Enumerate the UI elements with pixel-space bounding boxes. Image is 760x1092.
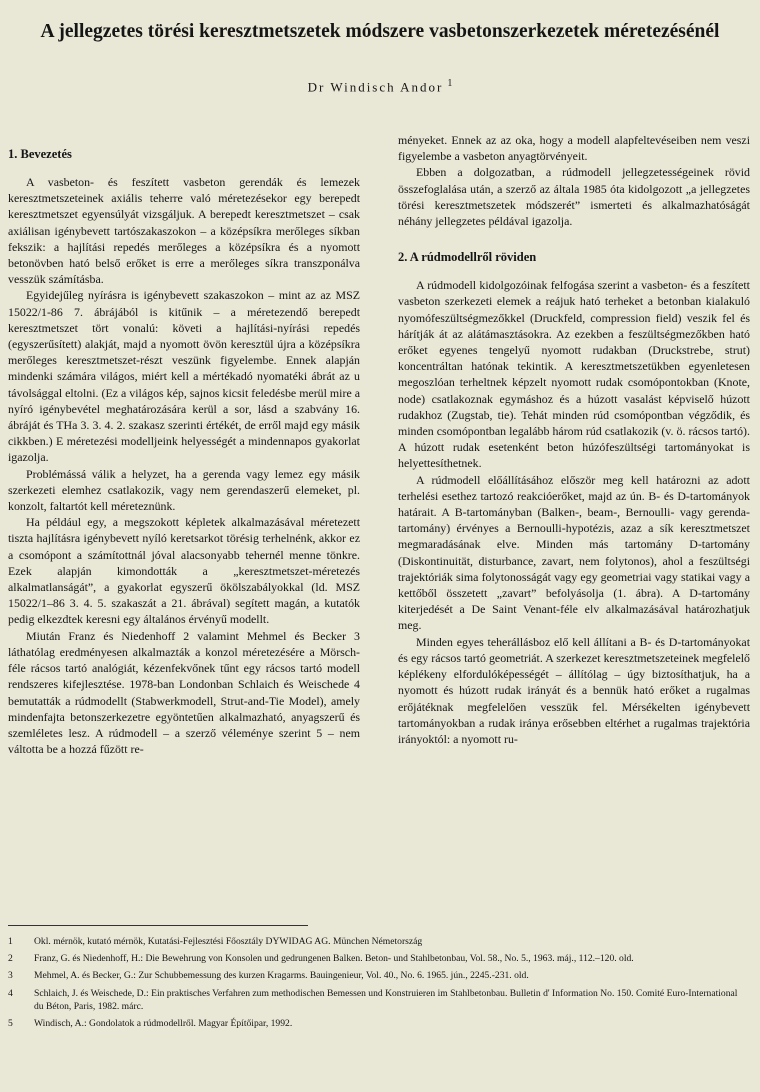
author-footnote-mark: 1 bbox=[447, 78, 453, 89]
article-title: A jellegzetes törési keresztmetszetek módszere vasbetonszerkezetek méretezésénél bbox=[40, 21, 720, 42]
footnote bbox=[8, 969, 748, 982]
paragraph: Problémássá válik a helyzet, ha a gerenda vagy lemez egy másik szerkezeti elemhez csatlakozik, vagy nem gerendaszerű elemeket, pl. konzolt, faltartót kell méreteznünk. bbox=[8, 466, 360, 514]
footnote-text: Mehmel, A. és Becker, G.: Zur Schubbemessung des kurzen Kragarms. Bauingenieur, Vol. 40., No. 6. 1965. jún., 2245.-231. old. bbox=[34, 970, 529, 982]
author-line bbox=[40, 78, 720, 95]
footnote-number: 1 bbox=[8, 936, 13, 947]
footnote-text: Okl. mérnök, kutató mérnök, Kutatási-Fejlesztési Főosztály DYWIDAG AG. München Németország bbox=[34, 936, 423, 947]
section-1-heading: 1. Bevezetés bbox=[8, 147, 72, 161]
footnote-number: 4 bbox=[8, 987, 13, 999]
footnote-number: 5 bbox=[8, 1018, 13, 1030]
footnote-text: Schlaich, J. és Weischede, D.: Ein praktisches Verfahren zum methodischen Bemessen und Konstruieren im Stahlbetonbau. Bulletin d' Information No. 150. Comité Euro-International du Béton, Paris, 1982. márc. bbox=[34, 987, 738, 1012]
right-column bbox=[398, 132, 750, 747]
left-column bbox=[8, 146, 360, 757]
paragraph: Ha például egy, a megszokott képletek alkalmazásával méretezett tiszta hajlításra igénybevett nyíló keretsarkot törésig terhelnénk, akkor ez a csomópont a számítottnál jóval alacsonyabb tehernél menne tönkre. Ezek alapján kimondották a „keresztmetszet-méretezés alkalmatlanságát”, a gyakorlat egyszerű ökölszabályokkal (ld. MSZ 15022/1–86 3. 4. 5. szakaszát a 21. ábrával) segített magán, a kutatók pedig elkezdtek keresni egy általános érvényű modellt. bbox=[8, 515, 360, 627]
paragraph: A rúdmodell előállításához először meg kell határozni az adott terhelési esethez tartozó reakcióerőket, majd az ún. B- és D-tartományok határait. A B-tartományban (Balken-, beam-, Bernoulli- vagy gerenda-tartomány) érvényes a Bernoulli-hypotézis, azaz a sík keresztmetszet megmaradásának elve. Minden más tartomány D-tartomány (Diskontinuität, disturbance, zavart, nem folytonos), ahol a feszültségi trajektóriák sima folytonosságát vagy egy geometriai vagy statikai vagy a kettőből összetett „zavart” befolyásolja (1. ábra). A D-tartomány kiterjedését a De Saint Venant-féle elv alkalmazásával határozhatjuk meg. bbox=[398, 472, 750, 633]
footnote-divider bbox=[8, 925, 308, 926]
footnote bbox=[8, 935, 748, 948]
spacer bbox=[398, 229, 750, 249]
paragraph: Ebben a dolgozatban, a rúdmodell jellegzetességeinek rövid összefoglalása után, a szerző az általa 1985 óta kidolgozott „a jellegzetes törési keresztmetszetek módszerét” ismerteti és alkalmazhatóságát néhány jellegzetes példával igazolja. bbox=[398, 165, 750, 229]
paragraph: Minden egyes teherállásboz elő kell állítani a B- és D-tartományokat és egy rácsos tartó geometriát. A szerkezet keresztmetszeteinek megfelelő képlékeny elfordulóképességét – állítólag – úgy biztosíthatjuk, ha a nyomott és húzott rudak irányát és a bennük ható erőket a rugalmas erőjátéknak megfelelően vesszük fel. Mérsékelten igénybevett tartományokban a rudak iránya erősebben eltérhet a rugalmas trajektória irányoktól: a nyomott ru- bbox=[398, 634, 750, 746]
footnote bbox=[8, 1017, 748, 1030]
paragraph: Egyidejűleg nyírásra is igénybevett szakaszokon – mint az az MSZ 15022/1-86 7. ábrájából is kitűnik – a méretezendő berepedt keresztmetszet tört vonalú: követi a hajlítási-nyírási repedés (egyszerűsített) alakját, majd a nyomott övön keresztül újra a középsíkra merőleges keresztmetszet-részt veszünk figyelembe. Ennek alapján mindenki számára világos, miért kell a mértékadó nyomatéki ábrát az u távolsággal eltolni. (Ez a világos kép, sajnos kicsit feledésbe merül mire a nyíró igénybevétel meghatározására kerül a sor, lásd a szabvány 16. ábráját és THa 3. 3. 4. 2. szakasz szerinti értékét, de erről majd egy másik cikkben.) E méretezési modelljeink helyességét a mindennapos gyakorlat igazolja. bbox=[8, 288, 360, 465]
section-2-heading: 2. A rúdmodellről röviden bbox=[398, 250, 537, 265]
paragraph: ményeket. Ennek az az oka, hogy a modell alapfeltevéseiben nem veszi figyelembe a vasbeton anyagtörvényeit. bbox=[398, 133, 750, 164]
paragraph: A rúdmodell kidolgozóinak felfogása szerint a vasbeton- és a feszített vasbeton szerkezeti elemek a reájuk ható terheket a betonban kialakuló nyomófeszültségmezőkkel (Druckfeld, compression field) veszik fel és hárítják át az alátámasztásokra. Az ezekben a feszültségmezőkben ható erőket egyenes tengelyű nyomott rudakban (Druckstrebe, strut) koncentráltan hatónak tekintik. A keresztmetszetükben egyenletesen megoszlóan terheltnek képzelt nyomott rudak csomópontokban (Knote, node) csatlakoznak egymáshoz és a húzott vasalást képviselő húzott rudakhoz (Zugstab, tie). Tehát minden rúd csomópontban végződik, és minden csomópontban legalább három rúd csatlakozik (v. ö. rácsos tartó). A húzott rudak esetenként beton húzófeszültségi tartományokat is helyettesíthetnek. bbox=[398, 278, 750, 471]
footnote bbox=[8, 952, 748, 965]
author-name: Dr Windisch Andor bbox=[307, 79, 444, 95]
footnote-text: Franz, G. és Niedenhoff, H.: Die Bewehrung von Konsolen und gedrungenen Balken. Beton- und Stahlbetonbau, Vol. 58., No. 5., 1963. máj., 112.–120. old. bbox=[34, 953, 634, 965]
footnote-number: 3 bbox=[8, 970, 13, 982]
footnote bbox=[8, 987, 748, 1013]
footnote-number: 2 bbox=[8, 953, 13, 965]
footnotes bbox=[8, 935, 748, 1034]
paragraph: A vasbeton- és feszített vasbeton gerendák és lemezek keresztmetszeteinek axiális teherre való méretezésekor egy berepedt keresztmetszet egyensúlyát vizsgáljuk. A berepedt keresztmetszet – csak axiálisan igénybevett tartószakaszokon – a középsíkra merőleges síkban fekszik: a hajlítási repedés merőleges a középsíkra és a nyomott betonövben ható belső erőket is erre a merőleges síkra transzponálva vesszük számításba. bbox=[8, 175, 360, 287]
footnote-text: Windisch, A.: Gondolatok a rúdmodellről. Magyar Építőipar, 1992. bbox=[34, 1018, 293, 1030]
paragraph: Miután Franz és Niedenhoff 2 valamint Mehmel és Becker 3 láthatólag eredményesen alkalmazták a konzol méretezésére a Mörsch-féle rácsos tartó analógiát, kézenfekvőnek tűnt egy rácsos tartó modell rendszeres kifejlesztése. 1978-ban Londonban Schlaich és Weischede 4 bemutatták a rúdmodellt (Stabwerkmodell, Strut-and-Tie Model), amely mindenfajta betonszerkezetre egyöntetűen alkalmazható, anyagszerű és szemléletes lesz. A rúdmodell – a szerző véleménye szerint 5 – nem váltotta be a hozzá fűzött re- bbox=[8, 628, 360, 757]
